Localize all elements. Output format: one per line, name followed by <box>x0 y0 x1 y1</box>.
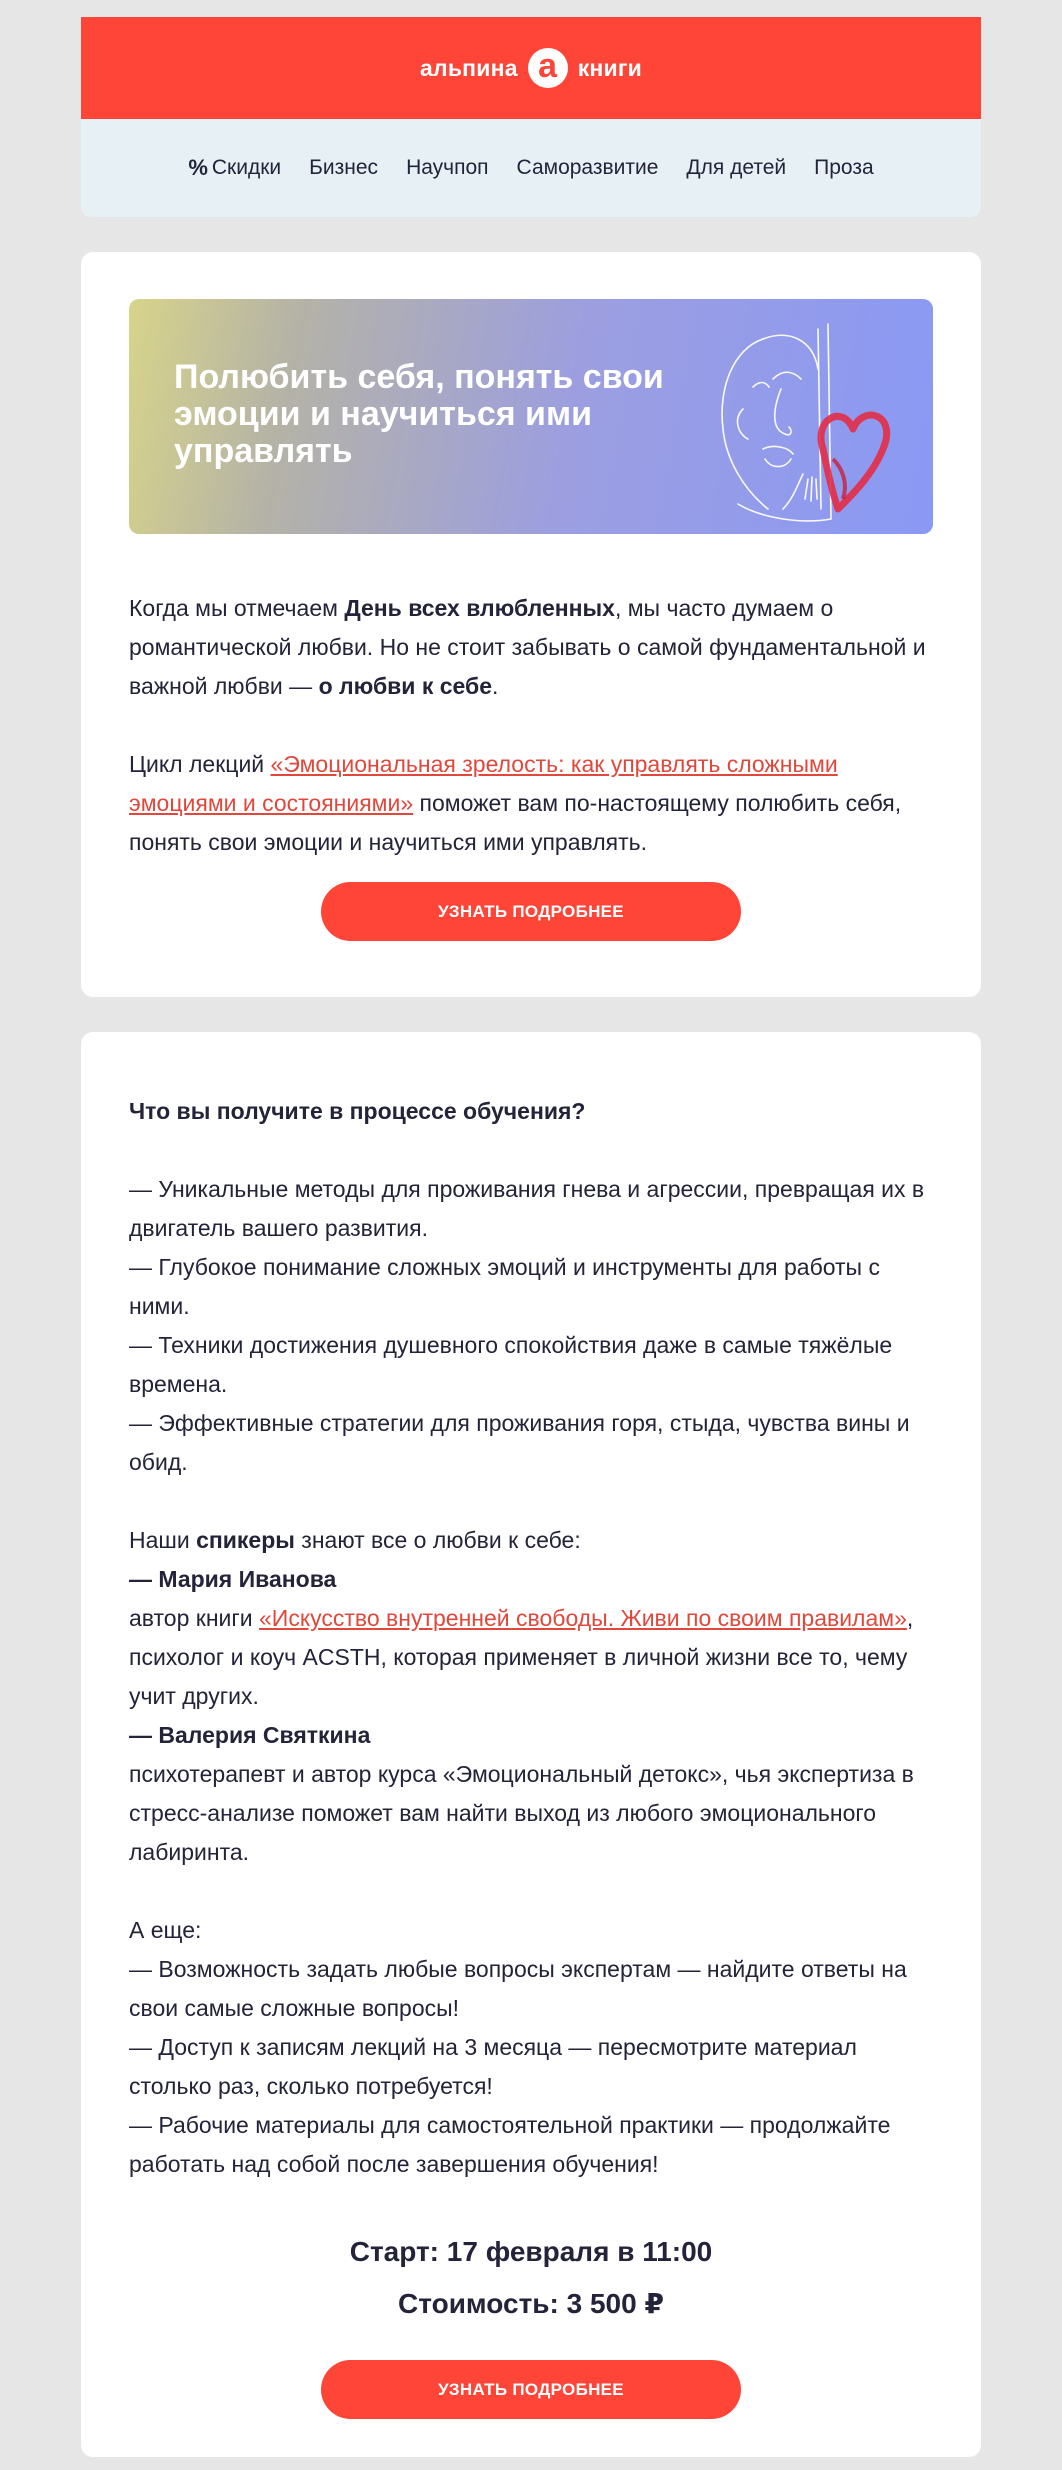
course-paragraph <box>129 745 933 862</box>
price: Стоимость: 3 500 ₽ <box>398 2288 664 2319</box>
speaker-description <box>129 1599 933 1716</box>
text-span: . <box>492 673 499 699</box>
logo-left-text: альпина <box>420 54 518 81</box>
learn-more-button[interactable]: УЗНАТЬ ПОДРОБНЕЕ <box>321 2360 741 2419</box>
category-nav <box>81 119 981 217</box>
nav-item-selfdev[interactable] <box>503 156 673 180</box>
text-span: , мы часто думаем о романтической любви. Но не стоит забывать о самой фундаментальной и важной любви — <box>129 595 926 699</box>
face-heart-illustration-icon <box>693 309 903 529</box>
text-span: Наши <box>129 1527 197 1553</box>
text-span: поможет вам по-настоящему полюбить себя, понять свои эмоции и научиться ими управлять. <box>129 790 902 855</box>
speakers-intro <box>129 1521 933 1560</box>
extra-item: — Рабочие материалы для самостоятельной практики — продолжайте работать над собой после завершения обучения! <box>129 2112 891 2177</box>
bold-text: — Валерия Святкина <box>129 1722 371 1748</box>
benefit-item: — Уникальные методы для проживания гнева и агрессии, превращая их в двигатель вашего развития. <box>129 1176 925 1241</box>
speaker-description: психотерапевт и автор курса «Эмоциональный детокс», чья экспертиза в стресс-анализе поможет вам найти выход из любого эмоционального лабиринта. <box>129 1761 914 1865</box>
speaker-name <box>129 1560 933 1599</box>
benefits-heading: Что вы получите в процессе обучения? <box>129 1098 586 1124</box>
text-span: , психолог и коуч ACSTH, которая применяет в личной жизни все то, чему учит других. <box>129 1605 914 1709</box>
nav-item-label: Бизнес <box>309 156 379 179</box>
nav-item-prose[interactable] <box>800 156 888 180</box>
bold-text: спикеры <box>196 1527 295 1553</box>
nav-item-label: Скидки <box>211 156 282 179</box>
course-link[interactable]: «Эмоциональная зрелость: как управлять сложными эмоциями и состояниями» <box>129 751 838 816</box>
nav-item-popsci[interactable] <box>392 156 502 180</box>
logo[interactable] <box>420 48 642 88</box>
nav-item-business[interactable] <box>295 156 392 180</box>
bold-text: День всех влюбленных <box>344 595 615 621</box>
text-span: Когда мы отмечаем <box>129 595 345 621</box>
bold-text: о любви к себе <box>318 673 493 699</box>
details-card <box>81 1032 981 2457</box>
benefit-item: — Глубокое понимание сложных эмоций и инструменты для работы с ними. <box>129 1254 880 1319</box>
learn-more-button[interactable]: УЗНАТЬ ПОДРОБНЕЕ <box>321 882 741 941</box>
benefit-item: — Техники достижения душевного спокойствия даже в самые тяжёлые времена. <box>129 1332 893 1397</box>
nav-item-kids[interactable] <box>672 156 800 180</box>
nav-item-label: Для детей <box>686 156 787 179</box>
extras-title: А еще: <box>129 1917 202 1943</box>
book-link[interactable]: «Искусство внутренней свободы. Живи по своим правилам» <box>259 1605 907 1631</box>
text-span: автор книги <box>129 1605 259 1631</box>
banner-title: Полюбить себя, понять свои эмоции и научиться ими управлять <box>174 358 664 470</box>
header-banner <box>81 17 981 119</box>
extra-item: — Возможность задать любые вопросы экспертам — найдите ответы на свои самые сложные вопросы! <box>129 1956 907 2021</box>
speaker-name <box>129 1716 933 1755</box>
benefit-item: — Эффективные стратегии для проживания горя, стыда, чувства вины и обид. <box>129 1410 910 1475</box>
text-span: Цикл лекций <box>129 751 271 777</box>
nav-item-label: Научпоп <box>406 156 489 179</box>
nav-item-discounts[interactable] <box>174 155 295 181</box>
email-container <box>81 0 981 2457</box>
start-date: Старт: 17 февраля в 11:00 <box>349 2236 713 2267</box>
percent-icon: % <box>188 155 208 180</box>
bold-text: — Мария Иванова <box>129 1566 337 1592</box>
logo-mark-icon: a <box>528 48 568 88</box>
hero-banner[interactable] <box>129 299 933 534</box>
nav-item-label: Проза <box>814 156 874 179</box>
nav-item-label: Саморазвитие <box>516 156 659 179</box>
intro-paragraph <box>129 589 933 706</box>
logo-right-text: книги <box>577 54 642 81</box>
text-span: знают все о любви к себе: <box>294 1527 581 1553</box>
intro-card <box>81 252 981 997</box>
extra-item: — Доступ к записям лекций на 3 месяца — пересмотрите материал столько раз, сколько потребуется! <box>129 2034 857 2099</box>
